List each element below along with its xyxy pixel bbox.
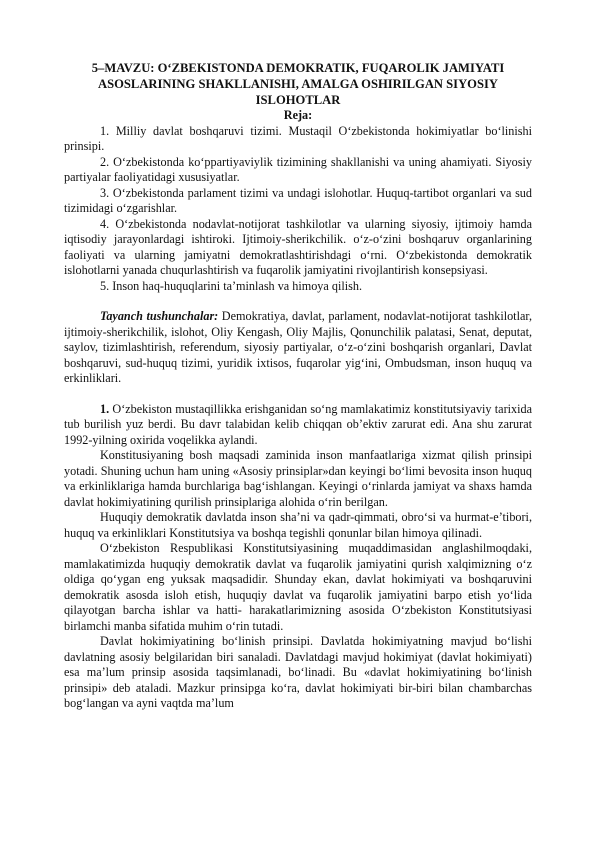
plan-item: 1. Milliy davlat boshqaruvi tizimi. Mustaqil O‘zbekistonda hokimiyatlar bo‘linishi prinsipi.	[64, 123, 532, 153]
plan-heading: Reja:	[283, 108, 313, 122]
page-title: 5–MAVZU: O‘ZBEKISTONDA DEMOKRATIK, FUQAROLIK JAMIYATI ASOSLARINING SHAKLLANISHI, AMALGA OSHIRILGAN SIYOSIY ISLOHOTLAR	[91, 61, 505, 107]
plan-item: 4. O‘zbekistonda nodavlat-notijorat tashkilotlar va ularning siyosiy, ijtimoiy hamda iqtisodiy jarayonlardagi ishtiroki. Ijtimoiy-sherikchilik. o‘z-o‘zini boshqaruv organlarining faoliyati va ularning jamiyatni demokratlashtirishdagi o‘rni. O‘zbekistonda demokratik islohotlarni yanada chuqurlashtirish va fuqarolik jamiyatini rivojlantirish konsepsiyasi.	[64, 216, 532, 277]
spacer	[64, 387, 532, 402]
plan-item: 2. O‘zbekistonda ko‘ppartiyaviylik tizimining shakllanishi va uning ahamiyati. Siyosiy partiyalar faoliyatidagi xususiyatlar.	[64, 154, 532, 184]
keywords-text: Demokratiya, davlat, parlament, nodavlat-notijorat tashkilotlar, ijtimoiy-sherikchilik, islohot, Oliy Kengash, Oliy Majlis, Qonunchilik palatasi, Senat, deputat, saylov, tizimlashtirish, referendum, siyosiy partiyalar, o‘z-o‘zini boshqarish organlari, Davlat boshqaruvi, sud-huquq tizimi, yuridik ixtisos, fuqarolar yig‘ini, Ombudsman, inson huquq va erkinliklari.	[64, 309, 532, 385]
plan-item: 3. O‘zbekistonda parlament tizimi va undagi islohotlar. Huquq-tartibot organlari va sud tizimidagi o‘zgarishlar.	[64, 185, 532, 215]
paragraph-text: O‘zbekiston mustaqillikka erishganidan so‘ng mamlakatimiz konstitutsiyaviy tarixida tub burilish yuz berdi. Bu davr talabidan kelib chiqqan ob’ektiv zarurat edi. Ana shu zarurat 1992-yilning oxirida voqelikka aylandi.	[64, 401, 532, 447]
plan-item: 5. Inson haq-huquqlarini ta’minlash va himoya qilish.	[100, 278, 362, 293]
section-number: 1.	[100, 401, 110, 416]
keywords-paragraph	[64, 309, 532, 387]
body-paragraph: Konstitusiyaning bosh maqsadi zaminida inson manfaatlariga xizmat qilish prinsipi yotadi. Shuning uchun ham uning «Asosiy prinsiplar»dan keyingi bo‘limi bevosita inson huquq va erkinliklariga hamda burchlariga bag‘ishlangan. Keyingi o‘rinlarda jamiyat va shaxs hamda davlat hokimiyatining qurilish prinsiplariga alohida o‘rin berilgan.	[64, 448, 532, 509]
body-paragraph	[64, 402, 532, 449]
document-page	[64, 60, 532, 712]
keywords-label: Tayanch tushunchalar:	[100, 309, 219, 323]
body-paragraph: Davlat hokimiyatining bo‘linish prinsipi. Davlatda hokimiyatning mavjud bo‘lishi davlatning asosiy belgilaridan biri sanaladi. Davlatdagi mavjud hokimiyat (davlat hokimiyati) esa ma’lum prinsip asosida taqsimlanadi, bo‘linadi. Bu «davlat hokimiyatining bo‘linish prinsipi» deb ataladi. Mazkur prinsipga ko‘ra, davlat hokimiyati bir-biri bilan chambarchas bog‘langan va ayni vaqtda ma’lum	[64, 634, 532, 710]
spacer	[64, 294, 532, 309]
body-paragraph: Huquqiy demokratik davlatda inson sha’ni va qadr-qimmati, obro‘si va hurmat-e’tibori, huquq va erkinliklari Konstitutsiya va boshqa tegishli qonunlar bilan himoya qilinadi.	[64, 510, 532, 540]
body-paragraph: O‘zbekiston Respublikasi Konstitutsiyasining muqaddimasidan anglashilmoqdaki, mamlakatimizda huquqiy demokratik davlat va fuqarolik jamiyatini qurish xalqimizning o‘z oldiga qo‘ygan eng yuksak maqsadidir. Shunday ekan, davlat hokimiyati va boshqaruvini demokratik asosda isloh etish, huquqiy davlat va fuqarolik jamiyatini barpo etish yo‘lida qilayotgan barcha ishlar va hatti- harakatlarimizning asosida O‘zbekiston Konstitutsiyasi birlamchi manba sifatida muhim o‘rin tutadi.	[64, 541, 532, 633]
